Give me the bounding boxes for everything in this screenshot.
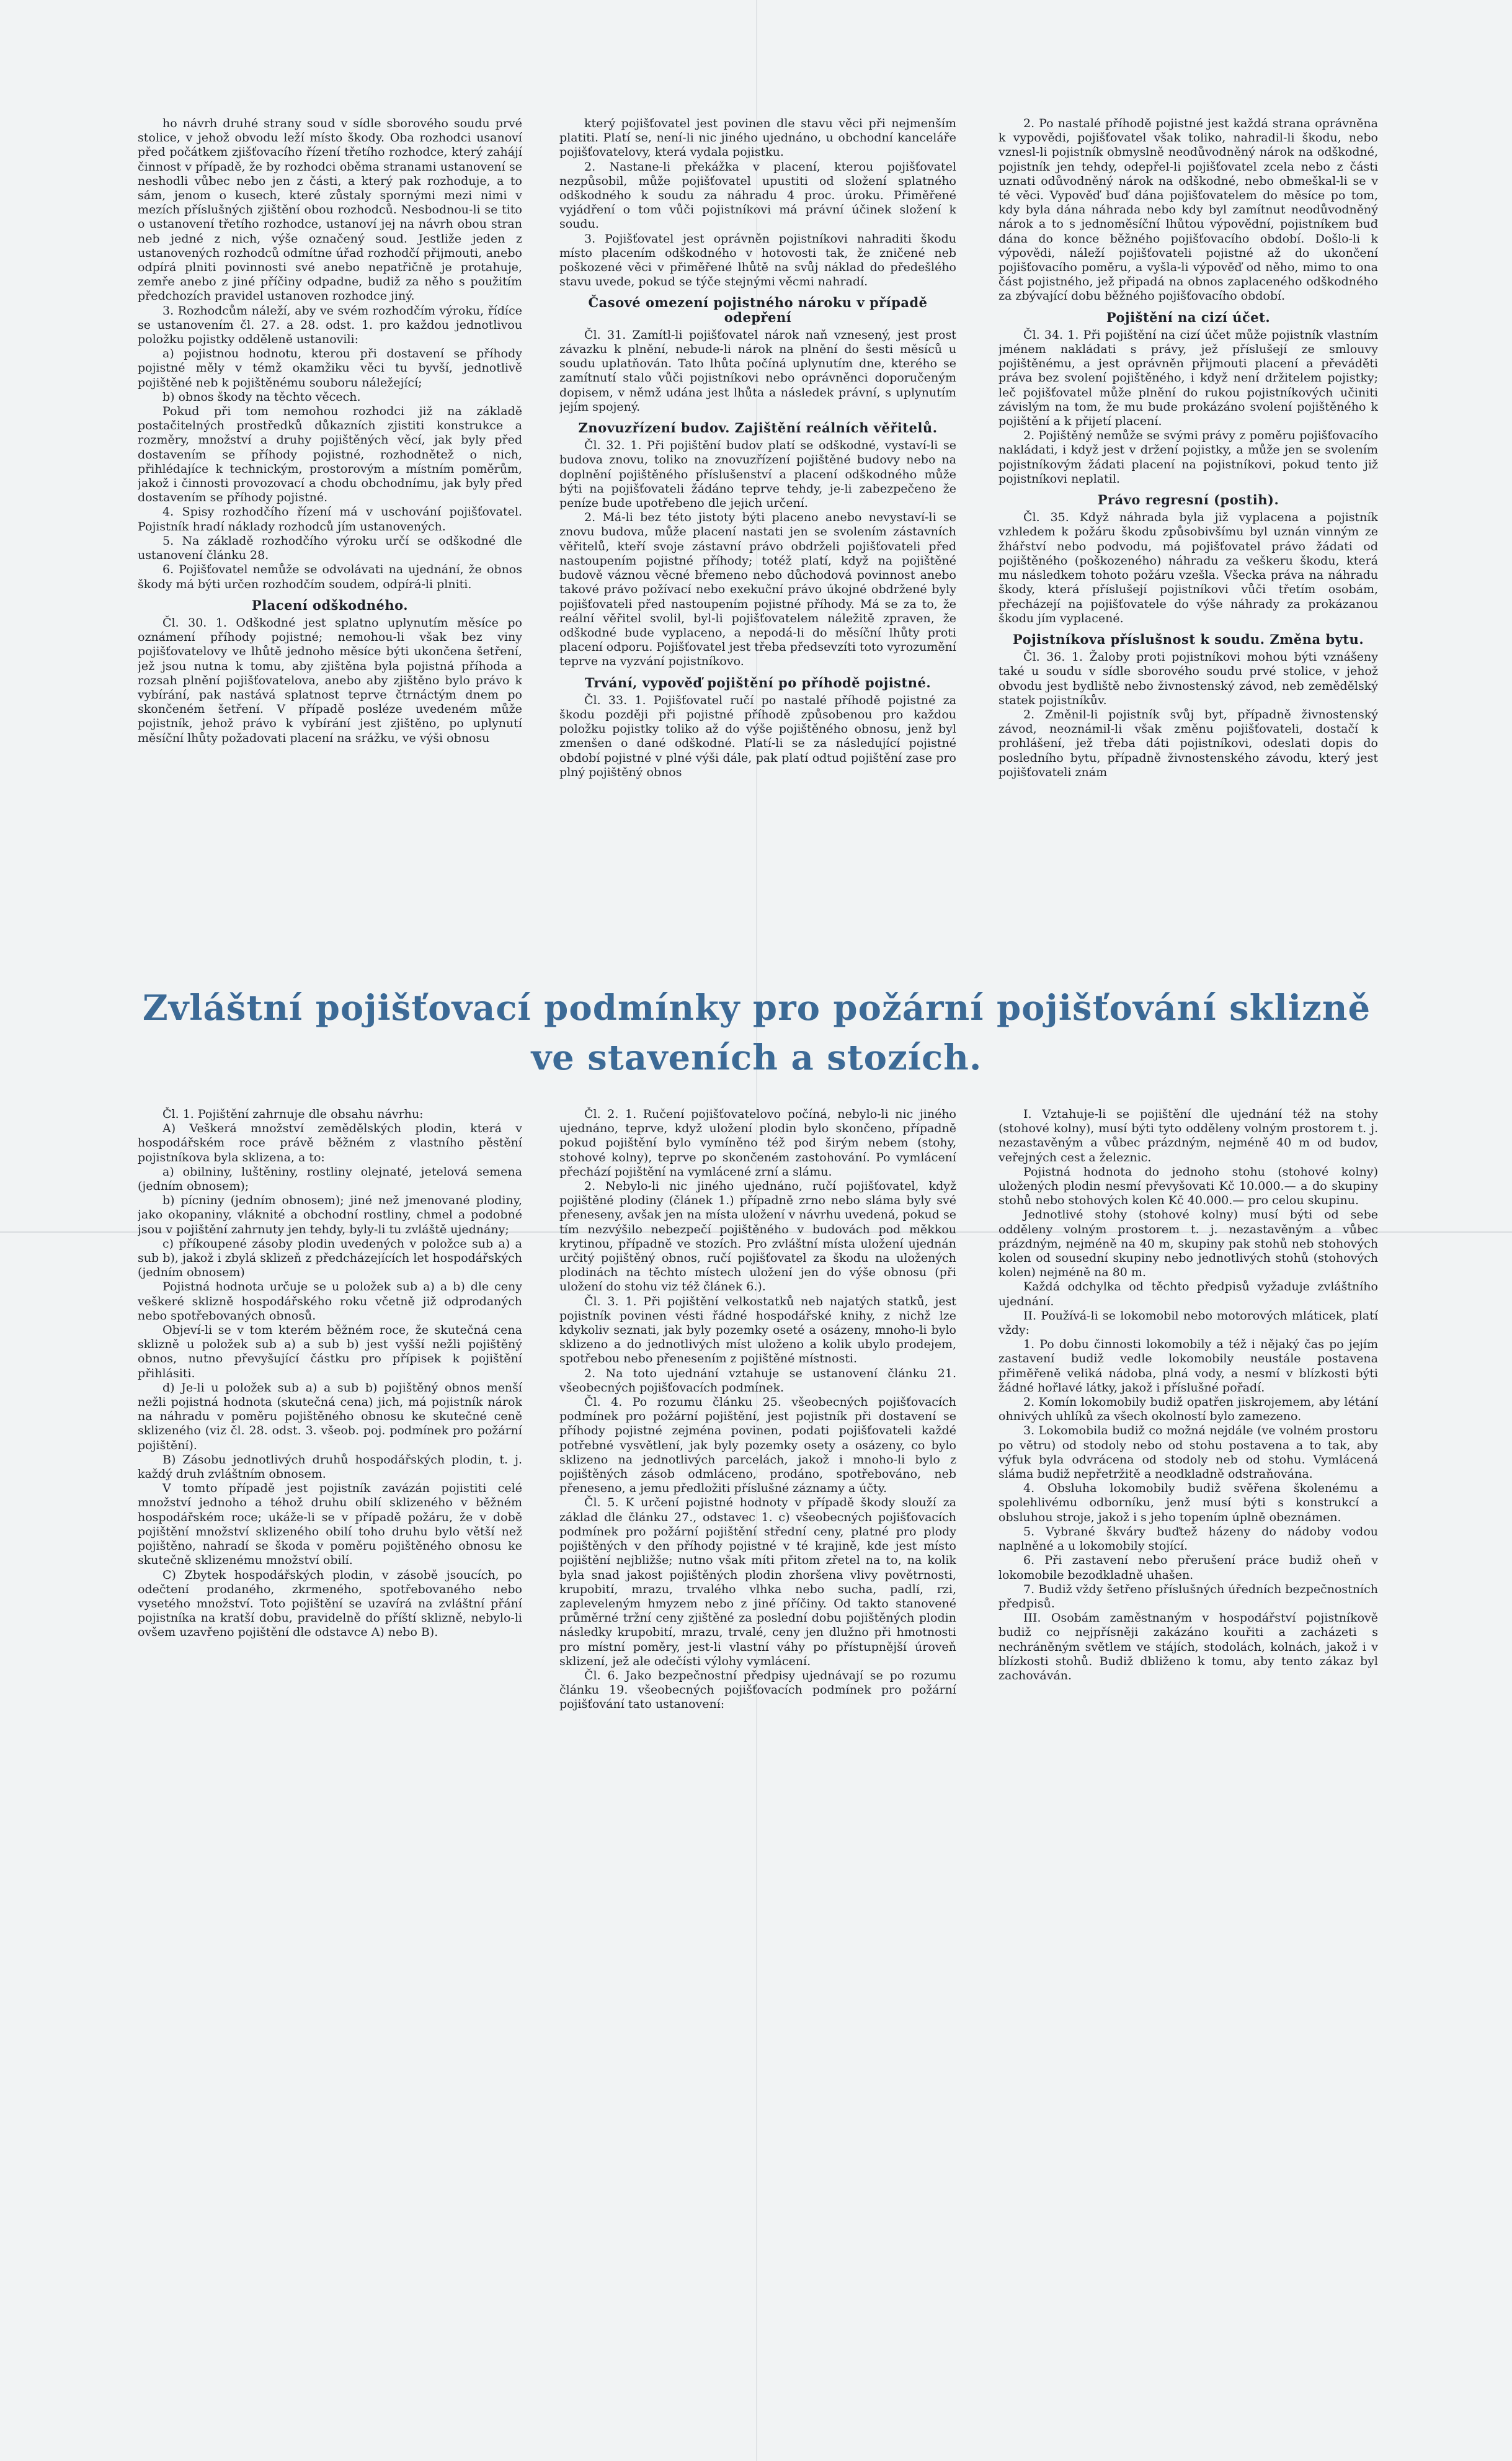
paragraph: který pojišťovatel jest povinen dle stavu věci při nejmenším platiti. Platí se, není-li nic jiného ujednáno, u obchodní kanceláře pojišťovatelovy, která vydala pojistku.: [559, 117, 956, 159]
paragraph: 6. Pojišťovatel nemůže se odvolávati na ujednání, že obnos škody má býti určen rozhodčím soudem, odpírá-li plniti.: [138, 563, 522, 591]
paragraph: C) Zbytek hospodářských plodin, v zásobě jsoucích, po odečtení prodaného, zkrmeného, spotřebovaného nebo vysetého množství. Toto pojištění se uzavírá na zvláštní přání pojistníka na kratší dobu, pravidelně do příští sklizně, nebylo-li ovšem uzavřeno pojištění dle odstavce A) nebo B).: [138, 1568, 522, 1640]
paragraph: 4. Spisy rozhodčího řízení má v uschování pojišťovatel. Pojistník hradí náklady rozhodců jím ustanovených.: [138, 505, 522, 534]
paragraph: 5. Vybrané škváry buďtež házeny do nádoby vodou naplněné a u lokomobily stojící.: [998, 1524, 1378, 1553]
paragraph: 3. Pojišťovatel jest oprávněn pojistníkovi nahraditi škodu místo placením odškodného v hotovosti tak, že zničené neb poškozené věci v přiměřené lhůtě na svůj náklad do předešlého stavu uvede, pokud se týče stejnými věcmi nahradí.: [559, 231, 956, 289]
paragraph: 2. Nebylo-li nic jiného ujednáno, ručí pojišťovatel, když pojištěné plodiny (článek 1.) případně zrno nebo sláma byly své přeneseny, avšak jen na místa uložení v návrhu uvedená, pokud se tím nezvýšilo nebezpečí pojištěného v budovách pod měkkou krytinou, případně ve stozích. Pro zvláštní místa uložení ujednán určitý pojištěný obnos, ručí pojišťovatel za škodu na uložených plodinách na těchto místech uložení jen do výše obnosu (při uložení do stohu viz též článek 6.).: [559, 1179, 956, 1294]
paragraph: 2. Změnil-li pojistník svůj byt, případně živnostenský závod, neoznámil-li však změnu pojišťovateli, dostačí k prohlášení, jež třeba dáti pojistníkovi, odeslati dopis do posledního bytu, případně živnostenského závodu, který jest pojišťovateli znám: [998, 707, 1378, 779]
paragraph: b) pícniny (jedním obnosem); jiné než jmenované plodiny, jako okopaniny, vláknité a obchodní rostliny, chmel a podobné jsou v pojištění zahrnuty jen tehdy, byly-li tu zvláště ujednány;: [138, 1194, 522, 1236]
paragraph: Čl. 33. 1. Pojišťovatel ručí po nastalé příhodě pojistné za škodu později při pojistné příhodě způsobenou pro každou položku pojistky toliko až do výše pojištěného obnosu, jenž byl zmenšen o dané odškodné. Platí-li se za následující pojistné období pojistné v plné výši dále, pak platí odtud pojištění zase pro plný pojištěný obnos: [559, 693, 956, 779]
paragraph: Čl. 3. 1. Při pojištění velkostatků neb najatých statků, jest pojistník povinen vésti řádné hospodářské knihy, z nichž lze kdykoliv seznati, jak byly pozemky oseté a osázeny, mnoho-li bylo sklizeno a do jednotlivých míst uloženo a kolik ubylo prodejem, spotřebou nebo přenesením z pojištěné místnosti.: [559, 1294, 956, 1366]
paragraph: Čl. 1. Pojištění zahrnuje dle obsahu návrhu:: [162, 1107, 424, 1121]
paragraph: Čl. 5. K určení pojistné hodnoty v případě škody slouží za základ dle článku 27., odstavec 1. c) všeobecných pojišťovacích podmínek pro požární pojištění střední ceny, platné pro plody pojištěných v den příhody pojistné v té krajině, kde jest místo pojištění nejbližše; nutno však míti přitom zřetel na to, na kolik byla snad jakost pojištěných plodin zhoršena vlivy povětrnosti, krupobití, mrazu, trvalého vlhka nebo sucha, padlí, rzi, zapleveleným hmyzem nebo z jiné příčiny. Od takto stanovené průměrné tržní ceny zjištěné za poslední dobu pojištěných plodin následky krupobití, mrazu, trvalé, ceny jen dlužno při hmotnosti pro místní poměry, jest-li vlastní váhy po přístupnější úroveň sklizení, jež ale odečísti výlohy vymlácení.: [559, 1496, 956, 1668]
section-heading: Znovuzřízení budov. Zajištění reálních věřitelů.: [578, 420, 938, 436]
paragraph: Čl. 32. 1. Při pojištění budov platí se odškodné, vystaví-li se budova znovu, toliko na znovuzřízení pojištěné budovy nebo na doplnění pojištěného příslušenství a placení odškodného může býti na pojišťovateli žádáno teprve tehdy, je-li zabezpečeno že peníze bude upotřebeno dle jejich určení.: [559, 439, 956, 511]
paragraph: c) příkoupené zásoby plodin uvedených v položce sub a) a sub b), jakož i zbylá sklizeň z předcházejících let hospodářských (jedním obnosem): [138, 1236, 522, 1280]
section-heading: Právo regresní (postih).: [1097, 492, 1279, 508]
lower-column-2: [559, 1107, 956, 2181]
paragraph: a) pojistnou hodnotu, kterou při dostavení se příhody pojistné měly v témž okamžiku věci tu byvší, jednotlivě pojištěné neb k pojištěnému souboru náležející;: [138, 347, 522, 390]
paragraph: Čl. 30. 1. Odškodné jest splatno uplynutím měsíce po oznámení příhody pojistné; nemohou-li však bez viny pojišťovatelovy ve lhůtě jednoho měsíce býti ukončena šetření, jež jsou nutna k tomu, aby zjištěna byla pojistná příhoda a rozsah plnění pojišťovatelova, anebo aby zjištěno bylo právo k vybírání, pak nastává splatnost teprve čtrnáctým dnem po skončeném šetření. V případě posléze uvedeném může pojistník, jehož právo k vybírání jest zjištěno, po uplynutí měsíční lhůty požadovati placení na srážku, ve výši obnosu: [138, 615, 522, 745]
upper-column-3: [998, 117, 1378, 957]
paragraph: 3. Rozhodcům náleží, aby ve svém rozhodčím výroku, řídíce se ustanovením čl. 27. a 28. odst. 1. pro každou jednotlivou položku pojistky odděleně ustanovili:: [138, 303, 522, 347]
paragraph: Čl. 2. 1. Ručení pojišťovatelovo počíná, nebylo-li nic jiného ujednáno, teprve, když uložení plodin bylo skončeno, případně pokud pojištění bylo vymíněno též pod širým nebem (stohy, stohové kolny), teprve po skončeném zastohování. Po vymlácení přechází pojištění na vymlácené zrní a slámu.: [559, 1107, 956, 1179]
paragraph: Čl. 6. Jako bezpečnostní předpisy ujednávají se po rozumu článku 19. všeobecných pojišťovacích podmínek pro požární pojišťování tato ustanovení:: [559, 1668, 956, 1712]
paragraph: 1. Po dobu činnosti lokomobily a též i nějaký čas po jejím zastavení budiž vedle lokomobily neustále postavena přiměřeně veliká nádoba, plná vody, a nesmí v blízkosti býti žádné hořlavé látky, jakož i příslušné pořadí.: [998, 1338, 1378, 1395]
paragraph: Čl. 36. 1. Žaloby proti pojistníkovi mohou býti vznášeny také u soudu v sídle sborového soudu prvé stolice, v jehož obvodu jest bydliště nebo živnostenský závod, neb zemědělský statek pojistníkův.: [998, 650, 1378, 707]
paragraph: b) obnos škody na těchto věcech.: [162, 390, 361, 404]
paragraph: ho návrh druhé strany soud v sídle sborového soudu prvé stolice, v jehož obvodu leží místo škody. Oba rozhodci usanoví před počátkem zjišťovacího řízení třetího rozhodce, který zahájí činnost v případě, že by rozhodci oběma stranami ustanovení se neshodli vůbec nebo jen z části, a který pak rozhoduje, a to sám, jenom o kusech, které zůstaly spornými mezi nimi v mezích příslušných zjištění obou rozhodců. Nesbodnou-li se tito o ustanovení třetího rozhodce, ustanoví jej na návrh obou stran neb jedné z nich, výše označený soud. Jestliže jeden z ustanovených rozhodců odmítne úřad rozhodčí přijmouti, anebo odpírá plniti povinnosti své anebo nepatřičně je protahuje, zemře anebo z jiné příčiny odpadne, budiž za něho s použitím předchozích pravidel ustanoven rozhodce jiný.: [138, 117, 522, 303]
paragraph: Čl. 4. Po rozumu článku 25. všeobecných pojišťovacích podmínek pro požární pojištění, jest pojistník při dostavení se příhody pojistné zejména povinen, podati pojišťovateli každé potřebné vysvětlení, jak byly pozemky osety a osázeny, co bylo sklizeno na jednotlivých parcelách, jakož i mnoho-li bylo z pojištěných zásob odmláceno, prodáno, spotřebováno, neb přeneseno, a jemu předložiti příslušné záznamy a účty.: [559, 1395, 956, 1496]
section-heading: Časové omezení pojistného nároku v případě odepření: [588, 295, 928, 325]
paragraph: 2. Má-li bez této jistoty býti placeno anebo nevystaví-li se znovu budova, může placení nastati jen se svolením zástavních věřitelů, kteří svoje zástavní právo obdrželi pojišťovateli před nastoupením pojistné příhody; totéž platí, když na pojištěné budově váznou věcné břemeno nebo důchodová povinnost anebo takové právo požívací nebo exekuční právo úkojné obdržené byly pojišťovateli před nastoupením pojistné příhody. Má se za to, že reální věřitel svolil, byl-li pojišťovatelem náležitě zpraven, že odškodné bude vyplaceno, a nepodá-li do měsíční lhůty proti placení odporu. Pojišťovatel jest třeba předsevzíti toto vyrozumění teprve na vyzvání pojistníkovo.: [559, 511, 956, 669]
paragraph: Čl. 35. Když náhrada byla již vyplacena a pojistník vzhledem k požáru škodu způsobivšímu byl uznán vinným ze žhářství nebo podvodu, má pojišťovatel právo žádati od pojištěného (poškozeného) náhradu za veškeru škodu, která mu následkem tohoto požáru vzešla. Všecka práva na náhradu škody, která příslušejí pojistníkovi vůči třetím osobám, přecházejí na pojišťovatele do výše náhrady za prokázanou škodu jím vyplacené.: [998, 511, 1378, 625]
paragraph: a) obilniny, luštěniny, rostliny olejnaté, jetelová semena (jedním obnosem);: [138, 1164, 522, 1194]
paragraph: 6. Při zastavení nebo přerušení práce budiž oheň v lokomobile bezodkladně uhašen.: [998, 1553, 1378, 1582]
paragraph: 5. Na základě rozhodčího výroku určí se odškodné dle ustanovení článku 28.: [138, 534, 522, 563]
main-title-line-1: Zvláštní pojišťovací podmínky pro požární pojišťování sklizně: [142, 988, 1371, 1029]
paragraph: 2. Komín lokomobily budiž opatřen jiskrojemem, aby létání ohnivých uhlíků za všech okolností bylo zamezeno.: [998, 1395, 1378, 1424]
paragraph: I. Vztahuje-li se pojištění dle ujednání též na stohy (stohové kolny), musí býti tyto odděleny volným prostorem t. j. nezastavěným a vůbec prázdným, nejméně 40 m od budov, veřejných cest a železnic.: [998, 1107, 1378, 1164]
paragraph: Jednotlivé stohy (stohové kolny) musí býti od sebe odděleny volným prostorem t. j. nezastavěným a vůbec prázdným, nejméně na 40 m, skupiny pak stohů neb stohových kolen od sousední skupiny nebo jednotlivých stohů (stohových kolen) nejméně na 80 m.: [998, 1208, 1378, 1280]
lower-column-1: [138, 1107, 522, 2181]
paragraph: Čl. 34. 1. Při pojištění na cizí účet může pojistník vlastním jménem nakládati s právy, jež příslušejí ze smlouvy pojištěnému, a jest oprávněn přijmouti placení a převáděti práva bez svolení pojištěného, i když není držitelem pojistky; leč pojišťovatel může plnění do rukou pojistníkových učiniti závislým na tom, že mu bude prokázáno svolení pojištěného k pojištění a k přijetí placení.: [998, 328, 1378, 429]
paragraph: 3. Lokomobila budiž co možná nejdále (ve volném prostoru po větru) od stodoly nebo od stohu postavena a to tak, aby výfuk byla odvrácena od stodoly neb od stohu. Vymlácená sláma budiž nepřetržitě a neodkladně odstraňována.: [998, 1424, 1378, 1481]
paragraph: 2. Po nastalé příhodě pojistné jest každá strana oprávněna k vypovědi, pojišťovatel však toliko, nahradil-li škodu, nebo vznesl-li pojistník obmyslně neodůvodněný nárok na odškodné, pojistník jen tehdy, odepřel-li pojišťovatel zcela nebo z části uznati odůvodněný nárok na odškodné, nebo obmeškal-li se v té věci. Vypověď buď dána pojišťovatelem do měsíce po tom, kdy byla dána náhrada nebo kdy byl zamítnut neodůvodněný nárok a to s jednoměsíční lhůtou výpovědní, pojistníkem buď dána do konce běžného pojišťovacího období. Došlo-li k výpovědi, náleží pojišťovateli pojistné až do ukončení pojišťovacího poměru, a vyšla-li výpověď od něho, mimo to ona část pojistného, jež připadá na obnos zaplaceného odškodného za zbývající dobu běžného pojišťovacího období.: [998, 117, 1378, 303]
paragraph: Každá odchylka od těchto předpisů vyžaduje zvláštního ujednání.: [998, 1280, 1378, 1308]
main-title-line-2: ve staveních a stozích.: [531, 1037, 982, 1078]
paragraph: Pojistná hodnota určuje se u položek sub a) a b) dle ceny veškeré sklizně hospodářského roku včetně již odprodaných nebo spotřebovaných obnosů.: [138, 1280, 522, 1323]
paragraph: V tomto případě jest pojistník zavázán pojistiti celé množství jednoho a téhož druhu obilí sklizeného v běžném hospodářském roce; ukáže-li se v případě požáru, že v době pojištění množství sklizeného obilí toho druhu bylo větší než pojištěno, nahradí se škoda v poměru pojištěného obnosu ke skutečně sklizenému množství obilí.: [138, 1481, 522, 1568]
lower-column-3: [998, 1107, 1378, 2181]
paragraph: 2. Na toto ujednání vztahuje se ustanovení článku 21. všeobecných pojišťovacích podmínek.: [559, 1366, 956, 1395]
upper-column-2: [559, 117, 956, 957]
paragraph: 2. Nastane-li překážka v placení, kterou pojišťovatel nezpůsobil, může pojišťovatel upustiti od složení splatného odškodného k soudu za náhradu 4 proc. úroku. Přiměřené vyjádření o tom vůči pojistníkovi má právní účinek složení k soudu.: [559, 159, 956, 231]
paragraph: B) Zásobu jednotlivých druhů hospodářských plodin, t. j. každý druh zvláštním obnosem.: [138, 1452, 522, 1481]
paragraph: d) Je-li u položek sub a) a sub b) pojištěný obnos menší nežli pojistná hodnota (skutečná cena) jich, má pojistník nárok na náhradu v poměru pojištěného obnosu ke skutečné ceně sklizeného (viz čl. 28. odst. 3. všeob. poj. podmínek pro požární pojištění).: [138, 1380, 522, 1452]
section-heading: Placení odškodného.: [251, 597, 409, 613]
paragraph: Čl. 31. Zamítl-li pojišťovatel nárok naň vznesený, jest prost závazku k plnění, nebude-li nárok na plnění do šesti měsíců u soudu uplatňován. Tato lhůta počíná uplynutím dne, kterého se zamítnutí stalo vůči pojistníkovi nebo oprávněnci doporučeným dopisem, v němž udána jest lhůta a následek právní, s uplynutím jejím spojený.: [559, 328, 956, 414]
upper-column-1: [138, 117, 522, 957]
paragraph: III. Osobám zaměstnaným v hospodářství pojistníkově budiž co nejpřísněji zakázáno kouřiti a zacházeti s nechráněným světlem ve stájích, stodolách, kolnách, jakož i v blízkosti stohů. Budiž dbliženo k tomu, aby tento zákaz byl zachováván.: [998, 1611, 1378, 1682]
paragraph: 2. Pojištěný nemůže se svými právy z poměru pojišťovacího nakládati, i když jest v držení pojistky, a může jen se svolením pojistníkovým žádati placení na pojistníkovi, pokud tento již pojistníkovi neplatil.: [998, 429, 1378, 486]
section-heading: Trvání, vypověď pojištění po příhodě pojistné.: [584, 674, 932, 690]
paragraph: 4. Obsluha lokomobily budiž svěřena školenému a spolehlivému odborníku, jenž musí býti s konstrukcí a obsluhou stroje, jakož i s jeho topením úplně obeznámen.: [998, 1481, 1378, 1524]
paragraph: Objeví-li se v tom kterém běžném roce, že skutečná cena sklizně u položek sub a) a sub b) jest vyšší nežli pojištěný obnos, nutno převyšující částku pro přípisek k pojištění přihlásiti.: [138, 1323, 522, 1380]
paragraph: Pojistná hodnota do jednoho stohu (stohové kolny) uložených plodin nesmí převyšovati Kč 10.000.— a do skupiny stohů nebo stohových kolen Kč 40.000.— pro celou skupinu.: [998, 1164, 1378, 1208]
paragraph: 7. Budiž vždy šetřeno příslušných úředních bezpečnostních předpisů.: [998, 1582, 1378, 1610]
paragraph: II. Používá-li se lokomobil nebo motorových mláticek, platí vždy:: [998, 1308, 1378, 1338]
section-heading: Pojistníkova příslušnost k soudu. Změna bytu.: [1012, 631, 1364, 647]
paragraph: A) Veškerá množství zemědělských plodin, která v hospodářském roce právě běžném z vlastního pěstění pojistníkova byla sklizena, a to:: [138, 1122, 522, 1164]
section-heading: Pojištění na cizí účet.: [1106, 309, 1271, 325]
paragraph: Pokud při tom nemohou rozhodci již na základě postačitelných prostředků důkazních zjistiti konstrukce a rozměry, množství a druhy pojištěných věcí, jak byly před dostavením se příhody pojistné, rozhodnětež o nich, přihlédajíce k technickým, prostorovým a místním poměrům, jakož i činnosti provozovací a chodu obchodnímu, jak byly před dostavením se příhody pojistné.: [138, 404, 522, 505]
